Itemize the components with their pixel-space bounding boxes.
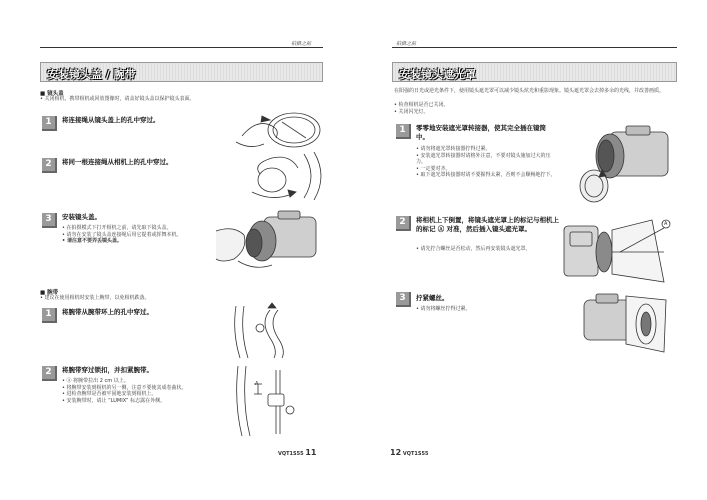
header-rule xyxy=(40,47,323,48)
note: • 请注意不要弄丢镜头盖。 xyxy=(62,238,197,245)
section-title: 安装镜头盖 / 腕带 xyxy=(47,68,136,81)
step-number: 1 xyxy=(42,116,55,129)
step-notes xyxy=(416,306,546,313)
note: • 安装遮光罩转接器时请格外注意，不要对镜头施加过大的压力。 xyxy=(416,153,556,166)
note: • 将腕带安装到相机的另一侧，注意不要使其成卷曲状。 xyxy=(62,385,227,392)
step-notes xyxy=(62,378,227,404)
section-title-bar xyxy=(392,62,677,82)
page-number: 12 xyxy=(390,448,402,457)
step-number: 3 xyxy=(42,213,55,226)
page-footer xyxy=(278,448,316,457)
step-title: 将同一根连接绳从相机上的孔中穿过。 xyxy=(62,158,173,166)
note: • 在拍摄模式下打开相机之前，请先取下镜头盖。 xyxy=(62,225,197,232)
lens-cap-heading: ■ 镜头盖 xyxy=(40,91,64,97)
step-number: 3 xyxy=(396,292,409,305)
note: • 请勿将遮光罩转接器拧得过紧。 xyxy=(416,146,556,153)
strap-intro: • 建议在使用相机时安装上腕带，以免相机跌落。 xyxy=(40,295,150,301)
step-title: 将腕带穿过锁扣，并扣紧腕带。 xyxy=(62,366,153,374)
intro-paragraph: 在阳强的日光或逆光条件下，使用镜头遮光罩可以减少镜头炫光和重影现象。镜头遮光罩会去掉多余的光线，并改善画质。 xyxy=(394,88,665,94)
step-number: 2 xyxy=(42,366,55,379)
strap-buckle-illustration xyxy=(232,364,302,438)
page-number: 11 xyxy=(305,448,317,457)
lens-cap-intro: • 关闭相机，携带相机或回放图像时，请盖好镜头盖以保护镜头表面。 xyxy=(40,96,195,102)
strap-ring-illustration xyxy=(230,302,300,360)
step-title: 将相机上下倒置，将镜头遮光罩上的标记与相机上的标记 Ⓐ 对准，然后插入镜头遮光罩。 xyxy=(416,216,559,233)
camera-cord-illustration xyxy=(232,150,328,202)
step-title: 将连接绳从镜头盖上的孔中穿过。 xyxy=(62,116,160,124)
note: • Ⓐ 将腕带拉出 2 cm 以上。 xyxy=(62,378,227,385)
step-title: 将腕带从腕带环上的孔中穿过。 xyxy=(62,308,153,316)
step-number: 2 xyxy=(396,216,409,229)
note: • 请勿将螺丝拧得过紧。 xyxy=(416,306,546,313)
step-notes xyxy=(62,225,197,245)
footer-code: VQT1S55 xyxy=(402,451,429,457)
hood-tighten-illustration xyxy=(580,290,672,356)
note: • 进检查腕带是否被牢固地安装到相机上。 xyxy=(62,391,227,398)
label-a: A xyxy=(664,221,668,227)
header-rule xyxy=(392,47,677,48)
right-page xyxy=(354,0,707,500)
step-notes xyxy=(416,146,556,179)
note: • 请勿在安装了镜头盖连接绳后用它提着或挥舞本机。 xyxy=(62,232,197,239)
note: • 一定要对齐。 xyxy=(416,166,556,173)
left-page xyxy=(0,0,353,500)
hood-align-illustration xyxy=(560,218,672,284)
step-notes xyxy=(416,246,564,253)
page-footer xyxy=(390,448,428,457)
footer-code: VQT1S55 xyxy=(278,451,304,457)
step-title: 安装镜头盖。 xyxy=(62,213,101,221)
strap-heading: ■ 腕带 xyxy=(40,290,59,296)
intro-note: • 检查相机是否已关闭。 xyxy=(394,102,449,108)
lens-cap-cord-illustration xyxy=(232,108,328,154)
step-number: 2 xyxy=(42,158,55,171)
hood-adapter-illustration xyxy=(576,122,672,206)
section-title-bar xyxy=(40,62,323,82)
attach-lens-cap-illustration xyxy=(214,205,326,275)
page-header: 拍摄之前 xyxy=(291,41,312,47)
page-header: 拍摄之前 xyxy=(396,41,417,47)
step-title: 零零地安装遮光罩转接器，使其完全插在镜筒中。 xyxy=(416,124,546,141)
note: • 安装腕带时，请让 “LUMIX” 标志露在外侧。 xyxy=(62,398,227,405)
section-title: 安装镜头遮光罩 xyxy=(399,68,476,81)
note: • 请先拧合螺丝是否松动，然后再安装镜头遮光罩。 xyxy=(416,246,564,253)
note: • 取下遮光罩转接器时请不要握得太紧，否则不会顺畅地拧下。 xyxy=(416,172,556,179)
intro-note: • 关闭闪光灯。 xyxy=(394,109,429,115)
step-title: 拧紧螺丝。 xyxy=(416,294,449,302)
step-number: 1 xyxy=(396,124,409,137)
label-a: A xyxy=(255,381,259,387)
step-number: 1 xyxy=(42,308,55,321)
